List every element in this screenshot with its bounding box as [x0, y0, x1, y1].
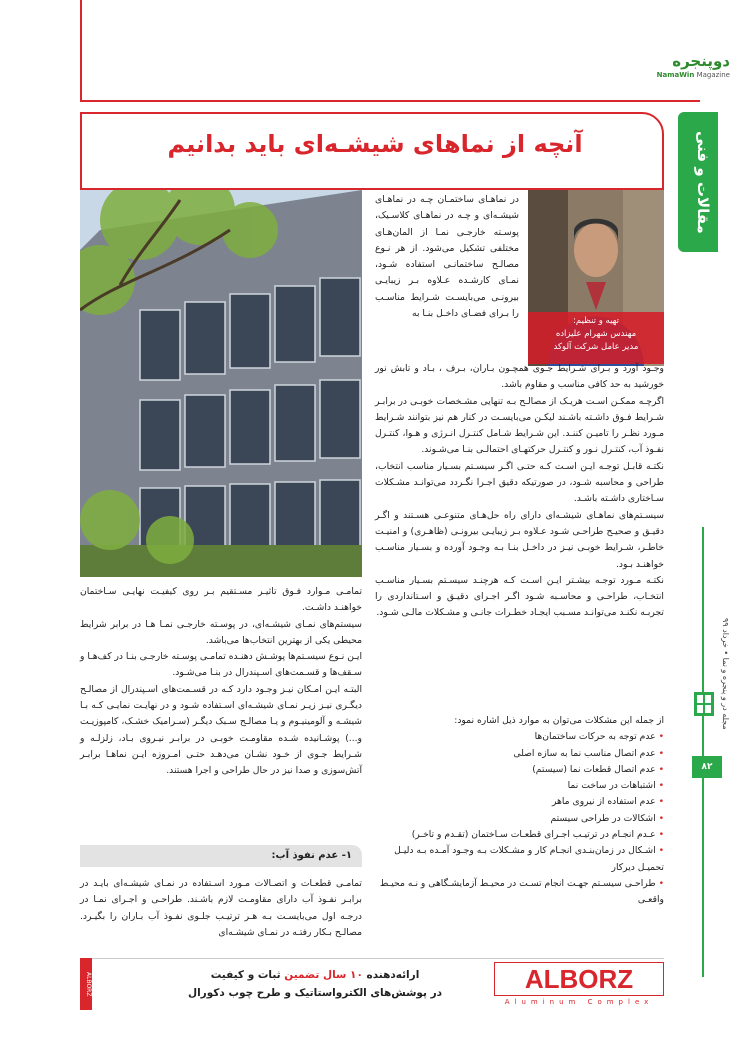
- left-paragraph: سیستم‌های نمـای شیشـه‌ای، در پوسـته خارجـی نمـا هـا در برابر شرایط محیطی یکی از بهترین انتخاب‌ها می‌باشد.: [80, 618, 362, 646]
- right-paragraph: سیسـتم‌های نماهـای شیشـه‌ای دارای راه حل‌هـای متنوعـی هسـتند و اگـر دقیـق و صحیـح طراحـی شـود عـلاوه بـر زیبایـی بیرونـی (ظاهـری) و امنیـت خاطـر، شـرایط خوبـی نیـز در داخـل بنـا بـه وجـود آورده و بسـیار مناسـب خواهنـد بـود.: [375, 509, 664, 570]
- left-paragraph: تمامـی مـوارد فـوق تاثیـر مسـتقیم بـر روی کیفیـت نهایـی سـاختمان خواهنـد داشـت.: [80, 586, 362, 614]
- magazine-logo: [580, 52, 730, 82]
- logo-sub-prefix: NamaWin: [656, 71, 695, 79]
- list-item: • طراحـی سیسـتم جهـت انجام تسـت در محیـط آزمایشـگاهی و نـه محیـط واقعـی: [379, 877, 664, 906]
- list-item: • عدم اتصال مناسب نما به سازه اصلی: [513, 747, 664, 759]
- right-column: [375, 361, 664, 622]
- problems-list: [375, 713, 664, 909]
- left-paragraph: ایـن نـوع سیسـتم‌ها پوشـش دهنـده تمامـی پوسـته خارجـی بنـا در کف‌هـا و سـقف‌ها و قسـمت‌های اسـپندرال در بنـا می‌شـود.: [79, 651, 362, 679]
- left-paragraph: البتـه ایـن امـکان نیـز وجـود دارد کـه در قسـمت‌های اسـپندرال از مصالـح دیگـری نیـز زیـر نمـای شیشـه‌ای اسـتفاده شـود و در نهایـت نمایـی کـه بـا شیشـه و آلومینیـوم و یـا مصالـح سـبک دیگـر (سـرامیک خشـک، کامپوزیـت و...) پوشـانیده شـده مقاومـت خوبـی در برابـر نیـروی بـاد، زلزلـه و شـرایط جـوی از خـود نشـان می‌دهـد حتـی امـروزه ایـن نماهـا برابـر آتش‌سوزی و صدا نیز در حال طراحی و اجرا هستند.: [80, 683, 362, 777]
- logo-main-text: دوپنجره: [672, 52, 730, 70]
- author-caption: [528, 312, 664, 364]
- section-tab: [678, 112, 718, 252]
- list-item: • اشـکال در زمان‌بنـدی انجـام کار و مشـکلات بـه وجـود آمـده بـه دلیـل تحمیـل دیرکار: [394, 845, 664, 873]
- window-icon: [692, 690, 716, 718]
- author-caption-line-1: تهیه و تنظیم:: [573, 316, 619, 326]
- list-item: • اشتباهات در ساخت نما: [567, 780, 664, 792]
- list-item: • عـدم انجـام در ترتیـب اجـرای قطعـات سـاختمان (تقـدم و تاخـر): [411, 829, 664, 841]
- left-column: [80, 584, 362, 780]
- list-item: • عدم اتصال قطعات نما (سیستم): [532, 763, 664, 775]
- water-paragraph: تمامـی قطعـات و اتصـالات مـورد اسـتفاده در نمـای شیشـه‌ای بایـد در برابـر نفـوذ آب دارای مقاومـت لازم باشـند. طراحـی و اجـرای نمـا در درجـه اول می‌بایسـت بـه هـر ترتیـب جلـوی نفـوذ آب بـاران را بگیـرد. مصالـح بـکار رفتـه در نمـای شیشـه‌ای: [80, 878, 362, 938]
- issue-info: مجله در و پنجره و نما • خرداد ۹۹: [721, 618, 730, 730]
- alborz-subtitle: Aluminum Complex: [504, 998, 654, 1006]
- alborz-brand-text: ALBORZ: [524, 964, 634, 994]
- intro-paragraph: در نماهـای ساختمـان چـه در نماهـای شیشـه‌ای و چـه در نماهـای کلاسـیک، پوسـته خارجـی نمـا از المان‌هـای مختلفی تشکیل می‌شود. از هر نـوع مصالـح ساختمانـی استفاده شـود، نمـای کارشـده عـلاوه بـر زیبایـی بیرونـی می‌بایسـت شـرایط مناسـب را بـرای فضـای داخـل بنـا به: [375, 194, 519, 320]
- right-paragraph: نکتـه مـورد توجـه بیشـتر ایـن اسـت کـه هرچنـد سیسـتم بسـیار مناسـب انتخـاب، طراحـی و محاسـبه شـود اگـر اجـرای دقیـق و اسـتاندارد‌ی را تجربـه نکنـد می‌توانـد مسـبب ایجـاد خطـرات جانـی و مشـکلات مالـی شـود.: [375, 574, 664, 619]
- logo-sub-suffix: Magazine: [696, 71, 730, 79]
- sidebar-line: [702, 527, 704, 977]
- logo-sub-text: [580, 70, 730, 80]
- subheading-water: ۱- عدم نفوذ آب:: [80, 845, 362, 867]
- list-item: • عدم توجه به حرکات ساختمان‌ها: [534, 731, 664, 743]
- list-item: • عدم استفاده از نیروی ماهر: [551, 796, 664, 808]
- right-paragraph: وجـود آورد و بـرای شـرایط جـوی همچـون بـاران، بـرف ، بـاد و تابش نور خورشید به حد کافی مناسب و مقاوم باشد.: [375, 363, 664, 391]
- building-photo: [80, 190, 362, 577]
- author-caption-line-3: مدیر عامل شرکت آلوکد: [553, 342, 639, 352]
- ad-line-2: در پوشش‌های الکترواستاتیک و طرح چوب دکورال: [187, 987, 443, 999]
- decor-line-top: [80, 100, 700, 102]
- ad-side-strip: ALBORZ: [80, 958, 92, 1010]
- page-number: ۸۲: [692, 756, 722, 778]
- ad-text: [150, 966, 480, 1006]
- decor-line-left: [80, 0, 82, 100]
- right-paragraph: نکتـه قابـل توجـه ایـن اسـت کـه حتـی اگـر سیسـتم بسـیار مناسب انتخاب، طراحی و محاسبه شـود، در صورتیکه دقیق اجـرا نگـردد می‌توانـد مشـکلات سـاختاری داشـته باشـد.: [375, 460, 664, 505]
- right-paragraph: اگرچـه ممکـن اسـت هریـک از مصالـح بـه تنهایی مشـخصات خوبـی در برابـر شـرایط فـوق داشـته باشـند لیکـن می‌بایسـت در کنار هم نیز بتوانند شـرایط مـورد نظـر را تامیـن کننـد. این شـرایط شـامل کنتـرل انـرژی و هـوا، کنتـرل نفـوذ آب، کنتـرل نـور و کنتـرل حرکتهـای احتمالـی بنـا می‌شـوند.: [375, 395, 664, 456]
- building-illustration: [80, 190, 362, 577]
- article-title: آنچه از نماهای شیشـه‌ای باید بدانیم: [167, 130, 583, 158]
- list-item: • اشکالات در طراحی سیستم: [550, 812, 664, 824]
- alborz-logo: [494, 962, 664, 996]
- ad-line-1: ارائه‌دهنده ۱۰ سال تضمین ثبات و کیفیت: [210, 969, 420, 981]
- list-intro: از جمله این مشکلات می‌توان به موارد ذیل اشاره نمود:: [454, 715, 664, 726]
- section-label: مقالات و فنی: [694, 130, 712, 234]
- author-caption-line-2: مهندس شهرام علیزاده: [555, 329, 637, 339]
